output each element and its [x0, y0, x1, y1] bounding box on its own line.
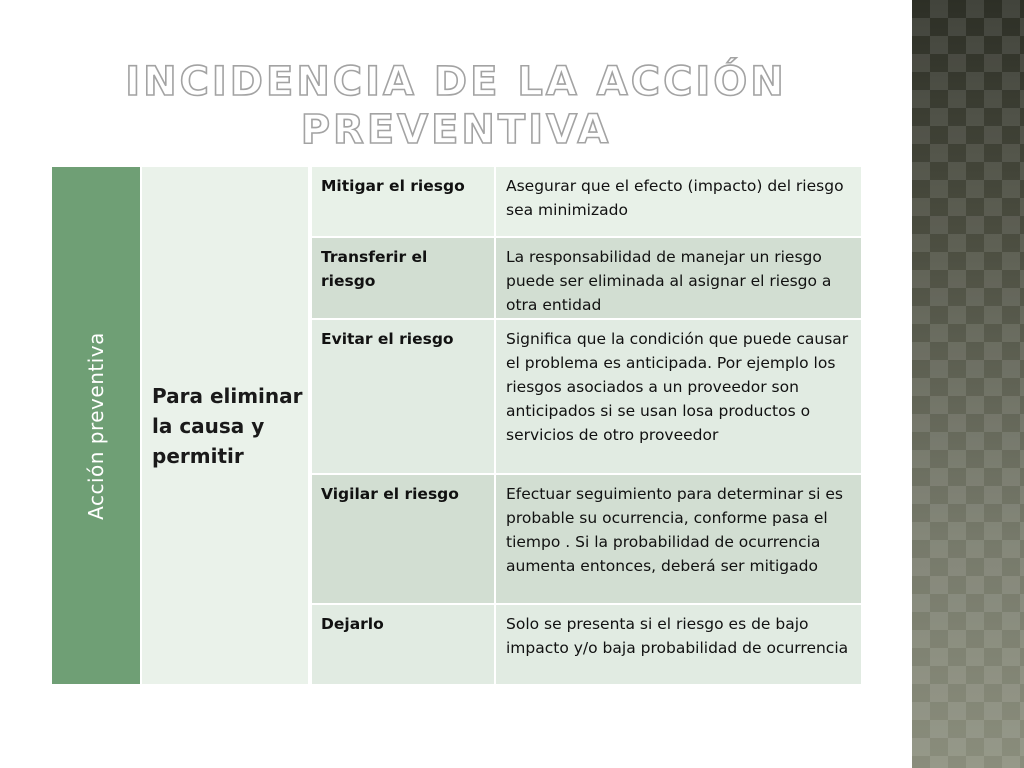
strategy-cell: Evitar el riesgo	[312, 320, 496, 473]
decorative-side-panel	[912, 0, 1024, 768]
table-row	[312, 167, 861, 238]
strategy-cell: Mitigar el riesgo	[312, 167, 496, 236]
description-cell: Asegurar que el efecto (impacto) del riesgo sea minimizado	[506, 177, 844, 219]
description-cell: Solo se presenta si el riesgo es de bajo impacto y/o baja probabilidad de ocurrencia	[506, 615, 849, 657]
slide-title: INCIDENCIA DE LA ACCIÓN PREVENTIVA	[125, 59, 787, 153]
table-row	[312, 320, 861, 475]
strategy-cell: Vigilar el riesgo	[312, 475, 496, 603]
purpose-text: Para eliminar la causa y permitir	[152, 383, 303, 468]
table-row	[312, 605, 861, 684]
table-row	[312, 238, 861, 320]
category-band-label: Acción preventiva	[84, 331, 108, 520]
description-cell: Significa que la condición que puede causar el problema es anticipada. Por ejemplo los riesgos asociados a un proveedor son anticipados si se usan losa productos o servicios de otro proveedor	[506, 330, 849, 444]
purpose-cell	[142, 167, 308, 684]
description-cell: La responsabilidad de manejar un riesgo puede ser eliminada al asignar el riesgo a otra entidad	[506, 248, 832, 314]
strategy-table	[312, 167, 861, 684]
category-band	[52, 167, 140, 684]
strategy-cell: Transferir el riesgo	[312, 238, 496, 318]
table-row	[312, 475, 861, 605]
strategy-cell: Dejarlo	[312, 605, 496, 684]
description-cell: Efectuar seguimiento para determinar si es probable su ocurrencia, conforme pasa el tiempo . Si la probabilidad de ocurrencia aumenta entonces, deberá ser mitigado	[506, 485, 844, 575]
